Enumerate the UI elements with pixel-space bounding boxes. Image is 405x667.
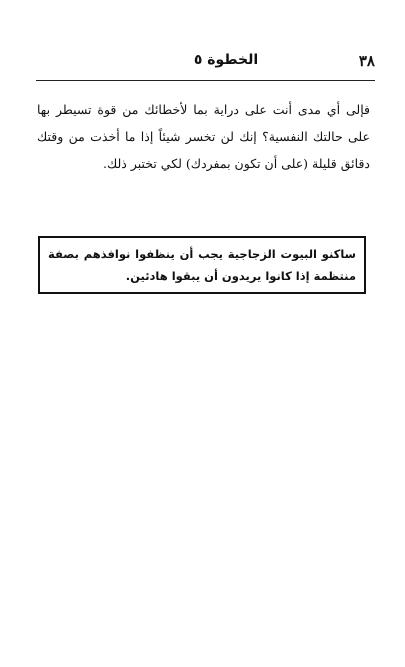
body-paragraph: فإلى أي مدى أنت على دراية بما لأخطائك من قوة تسيطر بها على حالتك النفسية؟ إنك لن تخسر شيئاً إذا ما أخذت من وقتك دقائق قليلة (على أن تكون بمفردك) لكي تختبر ذلك. (37, 102, 370, 171)
page-number: ٣٨ (358, 52, 375, 70)
header-rule (36, 80, 375, 81)
callout-text: ساكنو البيوت الزجاجية يجب أن ينظفوا نوافذهم بصفة منتظمة إذا كانوا يريدون أن يبقوا هادئين. (48, 247, 356, 283)
running-head (36, 52, 375, 76)
chapter-title: الخطوة ٥ (193, 52, 259, 68)
callout-box (38, 236, 366, 294)
